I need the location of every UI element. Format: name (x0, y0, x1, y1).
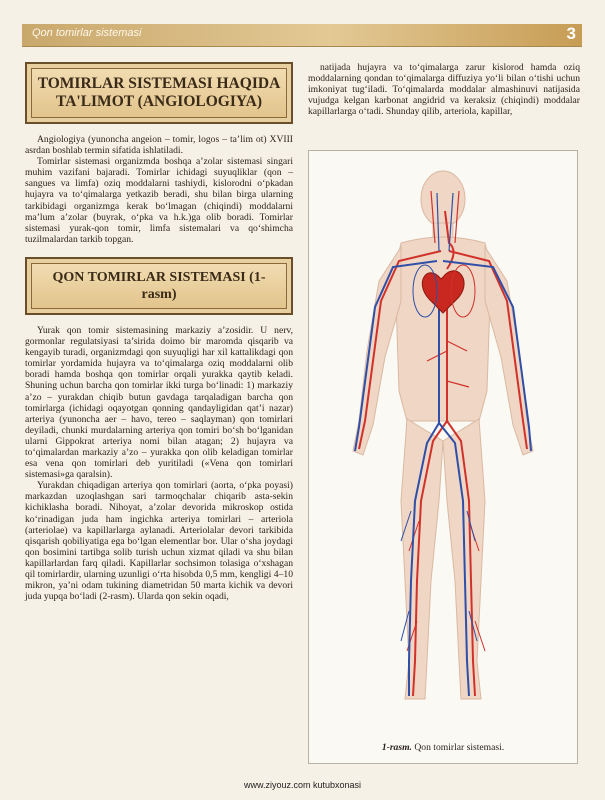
paragraph: Tomirlar sistemasi organizmda boshqa a’zolar sistemasi singari muhim vazifani bajaradi. Tomirlar ichidagi suyuqliklar (qon – sangues va limfa) oziq moddalarni tashiydi, kislorodni o‘pkadan hujayra va to‘qimalarga yetkazib beradi, shu bilan birga ularning tarkibidagi organizmga kerak bo‘lmagan (chiqindi) moddalarni ma’lum a’zolar (buyrak, o‘pka va h.k.)ga olib boradi. Tomirlar sistemasi yurak-qon tomir, limfa sistemalari va qo‘shimcha tuzilmalardan tarkib topgan. (25, 156, 293, 245)
figure-circulatory-system (308, 150, 578, 764)
figure-number: 1-rasm. (381, 742, 412, 753)
section-title-box-angiology (25, 62, 293, 124)
circulatory-system-illustration (309, 151, 577, 731)
section-title-blood-vessels: QON TOMIRLAR SISTEMASI (1-rasm) (31, 263, 287, 309)
paragraph: Angiologiya (yunoncha angeion – tomir, logos – ta’lim ot) XVIII asrdan boshlab termin sifatida ishlatiladi. (25, 134, 293, 157)
paragraph: Yurak qon tomir sistemasining markaziy a’zosidir. U nerv, gormonlar regulatsiyasi ta’sirida doimo bir maromda qisqarib va kengayib turadi, organizmdagi qon suyuqligi har xil kattalikdagi qon tomirlar yordamida hujayra va to‘qimalarga oziq moddalarni olib boradi hamda boshqa qon tomirlar orqali yurakka qaytib keladi. Shuning uchun barcha qon tomirlar ikki turga bo‘linadi: 1) markaziy a’zo – yurakdan chiqib butun gavdaga tarqaladigan barcha qon tomirlarga (ichidagi oqayotgan qonning qandayligidan qat’i nazar) arteriya (yunoncha aer – havo, tereo – saqlayman) qon tomirlari deyiladi, chunki murdalarning arteriya qon tomiri bo‘sh bo‘lganidan ularni Gippokrat arteriya nomi bilan atagan; 2) hujayra va to‘qimalardan markaziy a’zo – yurakka qon olib keladigan tomirlar esa vena qon tomirlari deb yuritiladi («Vena qon tomirlari sistemasi»ga qaralsin). (25, 324, 293, 481)
figure-caption-text: Qon tomirlar sistemasi. (414, 742, 505, 753)
footer-url: www.ziyouz.com kutubxonasi (243, 780, 362, 790)
body-silhouette (353, 171, 533, 699)
paragraph: natijada hujayra va to‘qimalarga zarur kislorod hamda oziq moddalarning qondan to‘qimalarga diffuziya yo‘li bilan o‘tishi uchun imkoniyat tug‘iladi. To‘qimalarda moddalar almashinuvi natijasida vujudga kelgan karbonat angidrid va keraksiz (chiqindi) moddalar kapillarlarga o‘tadi. Shunday qilib, arteriola, kapillar, (308, 62, 580, 118)
left-column (25, 62, 293, 602)
paragraph: Yurakdan chiqadigan arteriya qon tomirlari (aorta, o‘pka poyasi) markazdan uzoqlashgan sari tarmoqchalar chiqarib asta-sekin kichiklasha boradi. Nihoyat, a’zolar devorida mikroskop ostida ko‘rinadigan juda ham ingichka arteriya tomirlari – arteriola (arteriolae) va kapillarlarga aylanadi. Arteriolalar devori tarkibida qisqarish qobiliyatiga ega bo‘lgan elementlar bor. Ular o‘sha joydagi qon bosimini tartibga solib turish uchun xizmat qiladi va shu bilan kapillarlardan farq qiladi. Kapillarlar sochsimon tolasiga o‘xshagan qil tomirlardir, ularning uzunligi o‘rta hisobda 0,5 mm, kengligi 4–10 mikron, ya’ni odam tukining diametridan 50 marta kichik va devori juda yupqa bo‘ladi (2-rasm). Ularda qon sekin oqadi, (25, 480, 293, 603)
section-title-angiology: TOMIRLAR SISTEMASI HAQIDA TA'LIMOT (ANGIOLOGIYA) (31, 68, 287, 118)
running-title: Qon tomirlar sistemasi (32, 27, 142, 39)
right-column (308, 62, 580, 117)
running-header-bar (22, 24, 582, 47)
section-title-box-blood-vessels (25, 257, 293, 315)
figure-caption (309, 742, 577, 753)
page-number: 3 (566, 24, 576, 43)
